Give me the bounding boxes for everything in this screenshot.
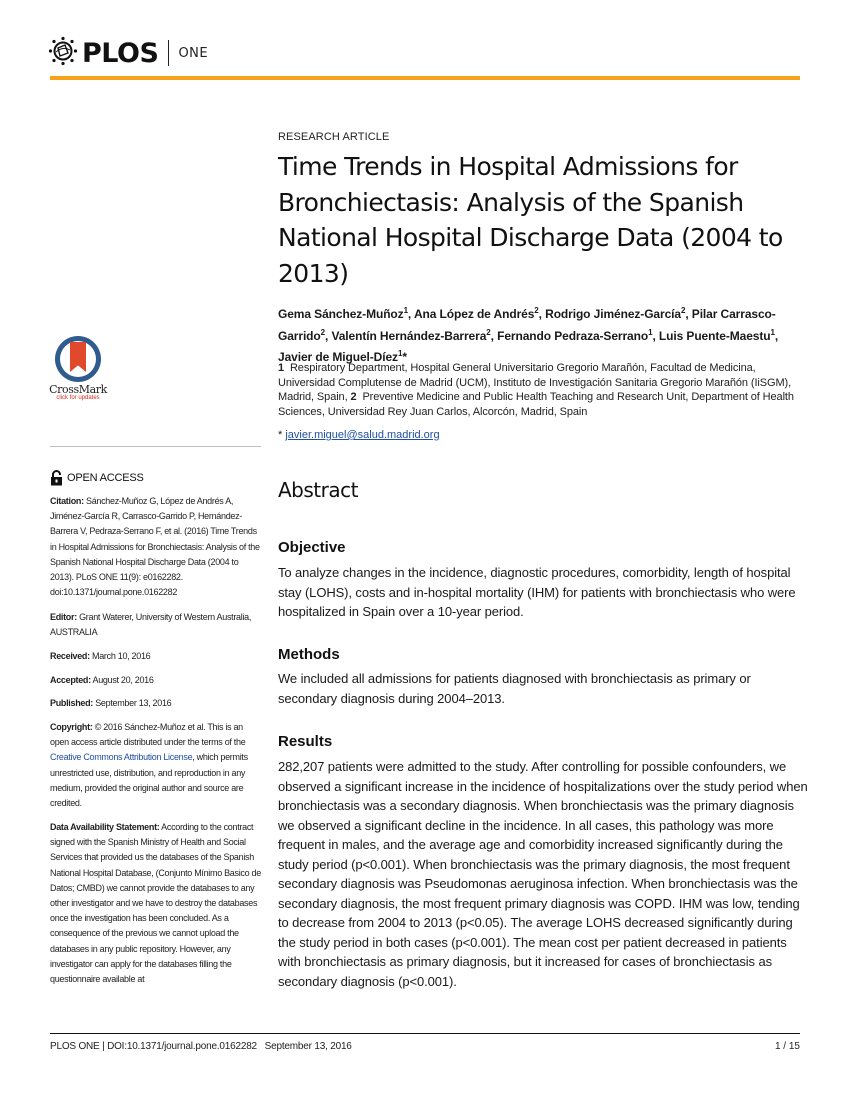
results-text: 282,207 patients were admitted to the study. After controlling for possible confounders, we observed a significant increase in the incidence of hospitalizations over the study period when bronchiectasis was a secondary diagnosis. When bronchiectasis was the primary diagnosis we observed a significant decline in the incidence. In all cases, this pathology was more frequent in males, and the average age and comorbidity increased significantly during the study period (p<0.001). When bronchiectasis was the primary diagnosis, the most frequent secondary diagnosis was Pseudomonas aeruginosa infection. When bronchiectasis was the secondary diagnosis, the most frequent primary diagnosis was COPD. IHM was low, tending to decrease from 2004 to 2013 (p<0.05). The average LOHS decreased significantly during the study period in both cases (p<0.001). The mean cost per patient decreased in patients with bronchiectasis as primary diagnosis, but it increased for cases of bronchiectasis as secondary diagnosis (p<0.001). — [278, 759, 808, 989]
footer-rule — [50, 1033, 800, 1034]
author-separator: * — [402, 350, 407, 364]
logo-wordmark: PLOS — [82, 37, 159, 69]
methods-text: We included all admissions for patients diagnosed with bronchiectasis as primary or secondary diagnosis during 2004–2013. — [278, 671, 751, 706]
author-name: Rodrigo Jiménez-García — [545, 307, 681, 321]
author-affiliation-marker: 2 — [534, 306, 539, 315]
copyright-label: Copyright: — [50, 722, 93, 732]
author-affiliation-marker: 2 — [680, 306, 686, 315]
affiliation-num: 2 — [350, 391, 357, 403]
author-affiliation-marker: 1 — [770, 327, 775, 337]
corresponding-marker: * — [278, 429, 283, 441]
author-name: Valentín Hernández-Barrera — [331, 328, 487, 343]
crossmark-label: CrossMark — [49, 383, 107, 396]
author-name: Fernando Pedraza-Serrano — [497, 328, 649, 343]
author-list — [278, 302, 808, 367]
author-separator: , — [774, 328, 779, 343]
cc-license-link[interactable]: Creative Commons Attribution License — [50, 752, 193, 763]
received-label: Received: — [50, 651, 90, 661]
author-separator: , — [490, 328, 498, 343]
author-name: Gema Sánchez-Muñoz — [278, 307, 404, 321]
header-accent-rule — [50, 76, 800, 80]
crossmark-badge[interactable] — [48, 336, 108, 401]
crossmark-icon — [55, 336, 101, 382]
open-access-label: OPEN ACCESS — [67, 472, 144, 484]
accepted-block — [50, 673, 262, 688]
editor-block — [50, 610, 262, 640]
logo-divider — [168, 40, 169, 66]
author-separator: , — [652, 328, 659, 343]
affiliation-text: Respiratory Department, Hospital General Universitario Gregorio Marañón, Facultad de Medicina, Universidad Complutense de Madrid (UCM), Instituto de Investigación Sanitaria Gregorio Marañón (IiSGM), Madrid, Spain, — [278, 362, 792, 403]
article-type: RESEARCH ARTICLE — [278, 131, 390, 143]
citation-label: Citation: — [50, 496, 84, 506]
author-affiliation-marker: 2 — [486, 327, 491, 337]
accepted-label: Accepted: — [50, 675, 91, 685]
published-label: Published: — [50, 698, 94, 708]
author-separator: , — [685, 307, 692, 321]
copyright-text-pre: © 2016 Sánchez-Muñoz et al. This is an open access article distributed under the terms of the — [50, 722, 246, 748]
copyright-text-post: , which permits unrestricted use, distribution, and reproduction in any medium, provided the original author and source are credited. — [50, 752, 248, 809]
affiliations — [278, 361, 808, 419]
crossmark-updates-link[interactable]: click for updates — [56, 395, 100, 401]
published-date: September 13, 2016 — [93, 698, 172, 708]
open-lock-icon — [50, 470, 64, 486]
corresponding-email-link[interactable]: javier.miguel@salud.madrid.org — [285, 429, 440, 441]
author-affiliation-marker: 2 — [320, 327, 326, 337]
author-affiliation-marker: 1 — [648, 327, 653, 337]
editor-label: Editor: — [50, 612, 77, 622]
citation-text: Sánchez-Muñoz G, López de Andrés A, Jiménez-García R, Carrasco-Garrido P, Hernández-Barrera V, Pedraza-Serrano F, et al. (2016) Time Trends in Hospital Admissions for Bronchiectasis: Analysis of the Spanish National Hospital Discharge Data (2004 to 2013). PLoS ONE 11(9): e0162282. doi:10.1371/journal.pone.0162282 — [50, 496, 260, 598]
open-access-badge — [50, 470, 144, 486]
methods-heading: Methods — [278, 646, 340, 663]
author-name: Ana López de Andrés — [413, 307, 535, 321]
data-availability-text: According to the contract signed with the Spanish Ministry of Health and Social Services that provided us the databases of the Spanish National Hospital Database, (Conjunto Mínimo Basico de Datos; CMBD) we cannot provide the databases to any other investigator and we have to destroy the databases once the investigation has been concluded. As a consequence of the previous we cannot upload the databases in any public repository. However, any investigator can apply for the databases filling the questionnaire available at — [50, 822, 261, 985]
received-date: March 10, 2016 — [89, 651, 151, 661]
author-affiliation-marker: 1 — [403, 306, 408, 315]
plos-globe-icon — [48, 36, 78, 71]
affiliation-num: 1 — [278, 362, 285, 374]
data-availability-label: Data Availability Statement: — [50, 822, 160, 832]
corresponding-author — [278, 429, 440, 441]
footer-citation: PLOS ONE | DOI:10.1371/journal.pone.0162282 September 13, 2016 — [50, 1041, 352, 1052]
sidebar-divider — [50, 446, 261, 447]
data-availability-block — [50, 820, 262, 987]
results-heading: Results — [278, 733, 333, 750]
author-name: Luis Puente-Maestu — [658, 328, 771, 343]
author-separator: , — [407, 307, 414, 321]
author-name: Pilar Carrasco-Garrido — [278, 307, 776, 343]
copyright-block — [50, 720, 262, 811]
page-number: 1 / 15 — [774, 1041, 800, 1052]
published-block — [50, 696, 262, 711]
editor-text: Grant Waterer, University of Western Australia, AUSTRALIA — [50, 612, 252, 638]
abstract-heading: Abstract — [278, 478, 358, 502]
logo-journal: ONE — [178, 45, 209, 61]
article-title: Time Trends in Hospital Admissions for Bronchiectasis: Analysis of the Spanish National Hospital Discharge Data (2004 to 2013) — [278, 152, 783, 288]
plos-one-logo[interactable] — [48, 36, 208, 70]
author-separator: , — [538, 307, 546, 321]
received-block — [50, 649, 262, 664]
author-separator: , — [325, 328, 332, 343]
citation-block — [50, 494, 262, 600]
accepted-date: August 20, 2016 — [90, 675, 154, 685]
objective-heading: Objective — [278, 539, 346, 556]
author-affiliation-marker: 1 — [397, 349, 403, 358]
objective-text: To analyze changes in the incidence, diagnostic procedures, comorbidity, length of hospital stay (LOHS), costs and in-hospital mortality (IHM) for patients with bronchiectasis who were hospitalized in Spain over a 10-year period. — [278, 565, 796, 619]
author-name: Javier de Miguel-Díez — [278, 350, 398, 364]
affiliation-text: Preventive Medicine and Public Health Teaching and Research Unit, Department of Health Sciences, Universidad Rey Juan Carlos, Alcorcón, Madrid, Spain — [278, 391, 794, 418]
